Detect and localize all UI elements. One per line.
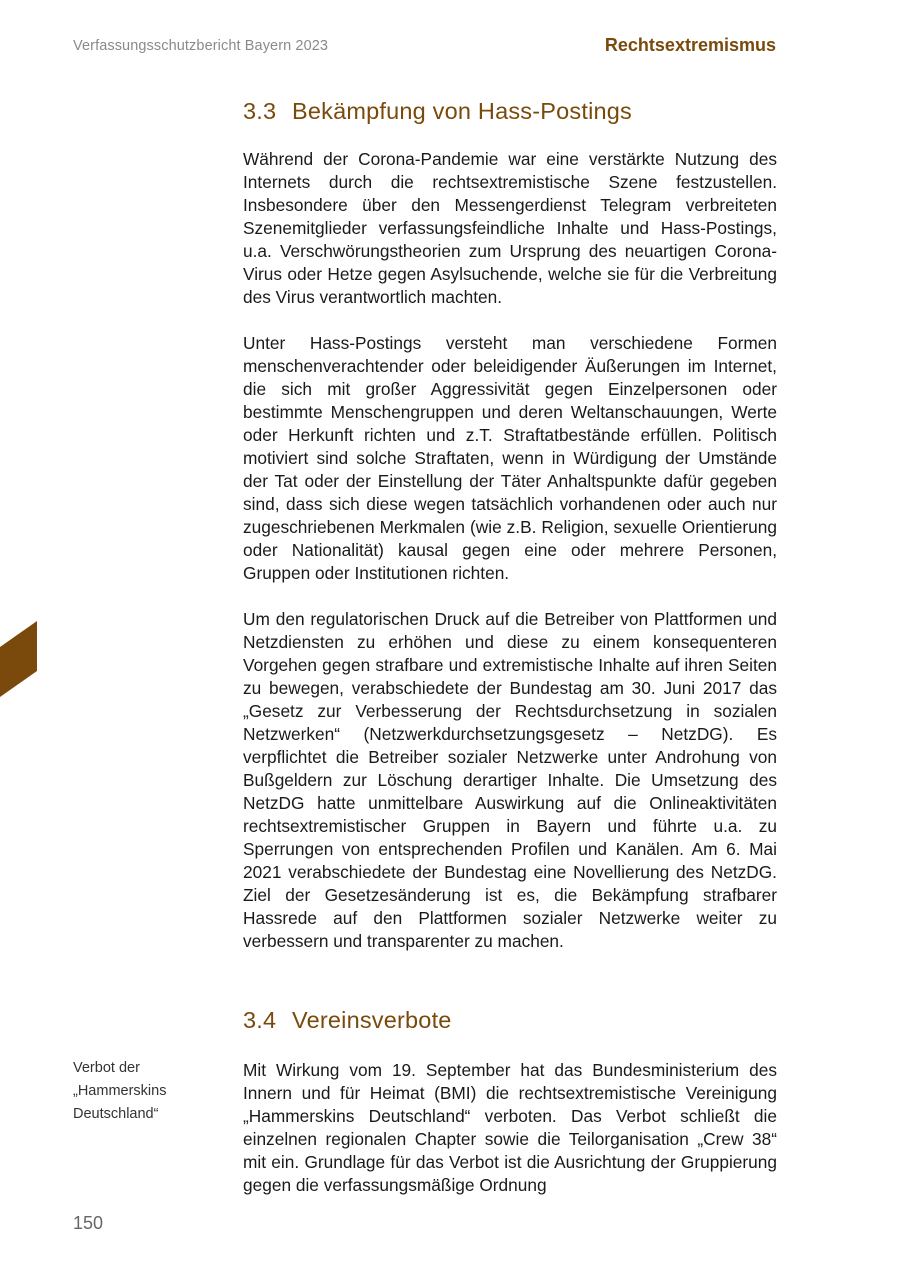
section-title: Bekämpfung von Hass-Postings (292, 98, 632, 124)
paragraph: Mit Wirkung vom 19. September hat das Bundesministerium des Innern und für Heimat (BMI) die rechtsextremistische Vereinigung „Hammerskins Deutschland“ verboten. Das Verbot schließt die einzelnen regionalen Chapter sowie die Teilorganisation „Crew 38“ mit ein. Grundlage für das Verbot ist die Ausrichtung der Gruppierung gegen die verfassungsmäßige Ordnung (243, 1060, 777, 1195)
section-number: 3.3 (243, 98, 277, 124)
paragraph: Unter Hass-Postings versteht man verschiedene Formen menschenverachtender oder beleidigender Äußerungen im Internet, die sich mit großer Aggressivität gegen Einzelpersonen oder bestimmte Menschengruppen und deren Weltanschauungen, Werte oder Herkunft richten und z.T. Straftatbestände erfüllen. Politisch motiviert sind solche Straftaten, wenn in Würdigung der Umstände der Tat oder der Einstellung der Täter Anhaltspunkte dafür gegeben sind, dass sich diese wegen tatsächlich vorhandenen oder auch nur zugeschriebenen Merkmalen (wie z.B. Religion, sexuelle Orientierung oder Nationalität) kausal gegen eine oder mehrere Personen, Gruppen oder Institutionen richten. (243, 333, 777, 583)
section-heading-3-3 (243, 96, 777, 126)
page-number: 150 (73, 1213, 104, 1233)
section-number: 3.4 (243, 1007, 277, 1033)
margin-note: Verbot der „Hammerskins Deutschland“ (73, 1060, 167, 1122)
running-head-report-title: Verfassungsschutzbericht Bayern 2023 (73, 38, 329, 54)
running-head-chapter: Rechtsextremismus (604, 35, 776, 55)
section-heading-3-4 (243, 1005, 777, 1035)
paragraph: Um den regulatorischen Druck auf die Betreiber von Plattformen und Netzdiensten zu erhöhen und diese zu einem konsequenteren Vorgehen gegen strafbare und extremistische Inhalte auf ihren Seiten zu bewegen, verabschiedete der Bundestag am 30. Juni 2017 das „Gesetz zur Verbesserung der Rechtsdurchsetzung in sozialen Netzwerken“ (Netzwerkdurchsetzungsgesetz – NetzDG). Es verpflichtet die Betreiber sozialer Netzwerke unter Androhung von Bußgeldern zur Löschung derartiger Inhalte. Die Umsetzung des NetzDG hatte unmittelbare Auswirkung auf die Onlineaktivitäten rechtsextremistischer Gruppen in Bayern und führte u.a. zu Sperrungen von entsprechenden Profilen und Kanälen. Am 6. Mai 2021 verabschiedete der Bundestag eine Novellierung des NetzDG. Ziel der Gesetzesänderung ist es, die Bekämpfung strafbarer Hassrede auf den Plattformen sozialer Netzwerke weiter zu verbessern und transparenter zu machen. (243, 609, 777, 951)
chapter-tab-marker (0, 621, 37, 697)
paragraph: Während der Corona-Pandemie war eine verstärkte Nutzung des Internets durch die rechtsextremistische Szene festzustellen. Insbesondere über den Messengerdienst Telegram verbreiteten Szenemitglieder verfassungsfeindliche Inhalte und Hass-Postings, u.a. Verschwörungstheorien zum Ursprung des neuartigen Corona-Virus oder Hetze gegen Asylsuchende, welche sie für die Verbreitung des Virus verantwortlich machten. (243, 149, 777, 307)
section-title: Vereinsverbote (292, 1007, 452, 1033)
main-content (243, 96, 777, 1197)
